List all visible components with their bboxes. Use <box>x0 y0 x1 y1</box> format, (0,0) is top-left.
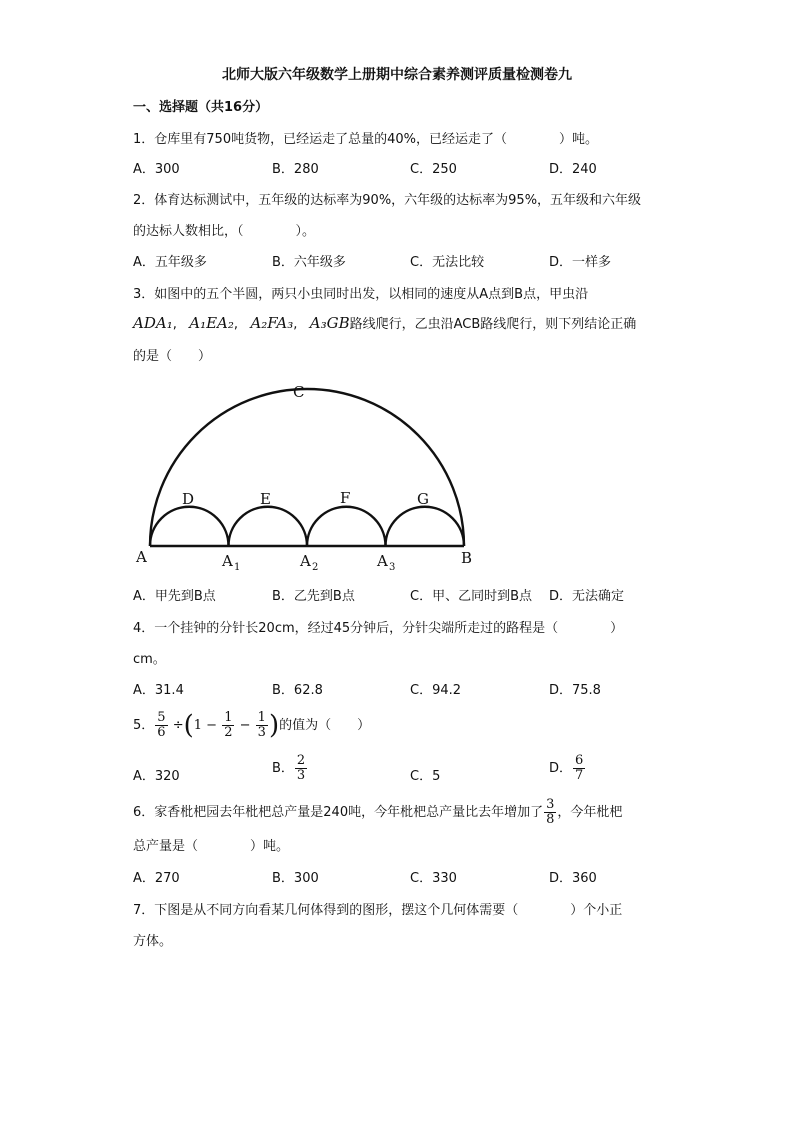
question-7-line-1: 7．下图是从不同方向看某几何体得到的图形，摆这个几何体需要（ ）个小正 <box>133 903 623 918</box>
q1-option-d: D．240 <box>549 162 597 177</box>
q6-option-d: D．360 <box>549 871 597 886</box>
question-5-stem: 5． $\frac{5}{6}$ ÷(1 − $\frac{1}{2}$ − $\frac{1}{3}$ )的值为（ ） <box>133 710 371 741</box>
semicircle-g <box>386 507 465 546</box>
path-a3gb: A₃GB <box>309 314 350 332</box>
label-a1-sub: 1 <box>234 562 241 573</box>
fraction-3-8: $\frac{3}{8}$ <box>546 797 555 827</box>
semicircle-d <box>150 507 229 546</box>
question-3-line-1: 3．如图中的五个半圆，两只小虫同时出发，以相同的速度从A点到B点，甲虫沿 <box>133 287 589 302</box>
label-a3: A <box>377 552 388 570</box>
path-a1ea2: A₁EA₂ <box>189 314 234 332</box>
question-2-line-2: 的达标人数相比，（ ）。 <box>133 224 316 239</box>
q2-option-b: B．六年级多 <box>272 255 346 270</box>
q2-option-d: D．一样多 <box>549 255 612 270</box>
q1-option-c: C．250 <box>410 162 457 177</box>
q5-option-c: C．5 <box>410 769 441 784</box>
label-b: B <box>461 549 473 567</box>
section-heading: 一、选择题（共16分） <box>133 100 269 115</box>
question-1-stem: 1．仓库里有750吨货物，已经运走了总量的40%，已经运走了（ ）吨。 <box>133 132 598 147</box>
label-g: G <box>417 490 429 508</box>
label-a1: A <box>222 552 233 570</box>
large-semicircle-acb <box>150 389 464 546</box>
q3-option-c: C．甲、乙同时到B点 <box>410 589 532 604</box>
question-4-line-2: cm。 <box>133 652 166 667</box>
question-3-line-2-rest: 路线爬行，乙虫沿ACB路线爬行，则下列结论正确 <box>349 317 637 332</box>
label-a3-sub: 3 <box>389 562 396 573</box>
q4-option-c: C．94.2 <box>410 683 462 698</box>
question-2-line-1: 2．体育达标测试中，五年级的达标率为90%，六年级的达标率为95%，五年级和六年级 <box>133 193 642 208</box>
q1-option-a: A．300 <box>133 162 180 177</box>
label-d: D <box>182 490 195 508</box>
fraction-5-6: $\frac{5}{6}$ <box>157 710 166 740</box>
label-f: F <box>340 489 351 507</box>
label-a2-sub: 2 <box>312 562 319 573</box>
q1-option-b: B．280 <box>272 162 319 177</box>
fraction-1-3: $\frac{1}{3}$ <box>257 710 266 740</box>
question-4-line-1: 4．一个挂钟的分针长20cm，经过45分钟后，分针尖端所走过的路程是（ ） <box>133 621 624 636</box>
q5-option-b: B． $\frac{2}{3}$ <box>272 753 306 783</box>
label-a: A <box>136 548 147 566</box>
question-7-line-2: 方体。 <box>133 934 173 949</box>
q3-option-b: B．乙先到B点 <box>272 589 355 604</box>
semicircle-e <box>229 507 308 546</box>
question-6-line-1: 6．家香枇杷园去年枇杷总产量是240吨，今年枇杷总产量比去年增加了 $\frac{3}{8}$ ，今年枇杷 <box>133 797 623 827</box>
page-title: 北师大版六年级数学上册期中综合素养测评质量检测卷九 <box>222 67 572 83</box>
question-3-line-3: 的是（ ） <box>133 349 212 364</box>
q4-option-a: A．31.4 <box>133 683 184 698</box>
q4-option-b: B．62.8 <box>272 683 323 698</box>
label-c: C <box>293 383 305 401</box>
q5-option-d: D． $\frac{6}{7}$ <box>549 753 584 783</box>
q6-option-a: A．270 <box>133 871 180 886</box>
label-a2: A <box>300 552 311 570</box>
q6-option-c: C．330 <box>410 871 457 886</box>
q2-option-a: A．五年级多 <box>133 255 207 270</box>
question-6-line-2: 总产量是（ ）吨。 <box>133 839 290 854</box>
label-e: E <box>260 490 271 508</box>
semicircle-f <box>307 507 386 546</box>
q2-option-c: C．无法比较 <box>410 255 485 270</box>
question-3-line-2: ADA₁, A₁EA₂, A₂FA₃, A₃GB路线爬行，乙虫沿ACB路线爬行，则下列结论正确 <box>133 314 637 332</box>
q3-option-a: A．甲先到B点 <box>133 589 216 604</box>
path-a2fa3: A₂FA₃ <box>250 314 294 332</box>
q4-option-d: D．75.8 <box>549 683 601 698</box>
q3-option-d: D．无法确定 <box>549 589 625 604</box>
q5-option-a: A．320 <box>133 769 180 784</box>
fraction-6-7: $\frac{6}{7}$ <box>575 753 584 783</box>
fraction-1-2: $\frac{1}{2}$ <box>224 710 233 740</box>
path-ada1: ADA₁ <box>133 314 173 332</box>
q6-option-b: B．300 <box>272 871 319 886</box>
fraction-2-3: $\frac{2}{3}$ <box>296 753 306 783</box>
